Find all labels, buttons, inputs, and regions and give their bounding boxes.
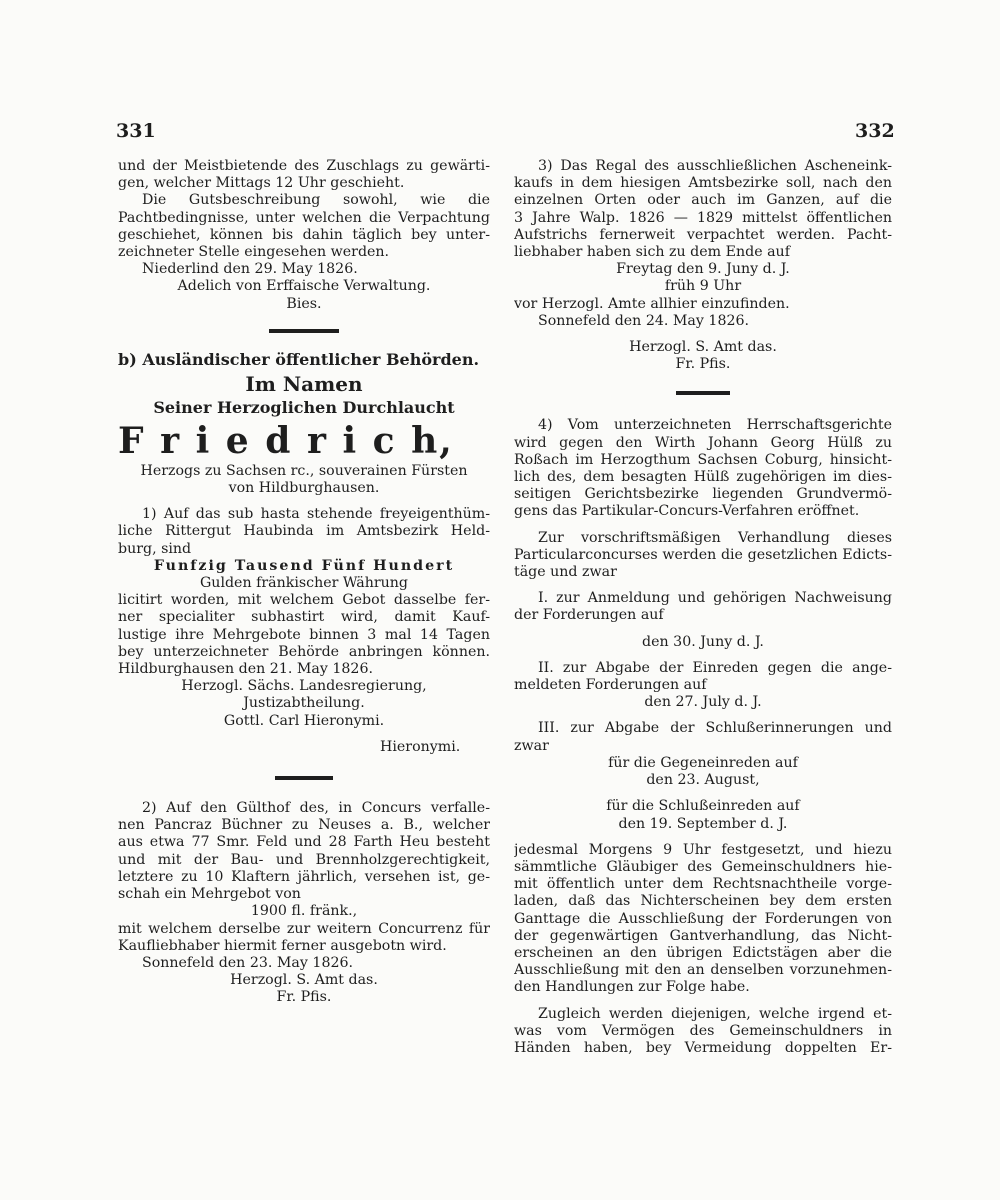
- spacer: [514, 833, 892, 842]
- amount-line: Funfzig Tausend Fünf Hundert: [153, 557, 455, 574]
- text-line: mit welchem derselbe zur weitern Concurrenz für: [118, 920, 490, 937]
- title-line: von Hildburghausen.: [228, 480, 380, 497]
- spacer: [514, 789, 892, 798]
- text-line: letztere zu 10 Klaftern jährlich, versehen ist, ge-: [118, 868, 490, 885]
- text-line: liebhaber haben sich zu dem Ende auf: [514, 244, 790, 261]
- text-line: meldeten Forderungen auf: [514, 677, 707, 694]
- text-line: der gegenwärtigen Gantverhandlung, das Nicht-: [514, 927, 892, 944]
- text-line: wird gegen den Wirth Johann Georg Hülß zu: [514, 434, 892, 451]
- text-line: Aufstrichs fernerweit verpachtet werden. Pacht-: [514, 226, 892, 243]
- text-line: aus etwa 77 Smr. Feld und 28 Farth Heu besteht: [118, 834, 490, 851]
- text-line: zeichneter Stelle eingesehen werden.: [118, 244, 390, 261]
- signature-line: Herzogl. S. Amt das.: [629, 339, 777, 356]
- text-line: kaufs in dem hiesigen Amtsbezirke soll, nach den: [514, 175, 892, 192]
- text-line: geschiehet, können bis dahin täglich bey unter-: [118, 226, 490, 243]
- spacer: [118, 497, 490, 506]
- currency-line: Gulden fränkischer Währung: [199, 575, 409, 592]
- signature-line: Herzogl. Sächs. Landesregierung,: [181, 678, 427, 695]
- text-line: Sonnefeld den 24. May 1826.: [538, 312, 750, 329]
- signature-line: Fr. Pfis.: [276, 989, 332, 1006]
- signature-line: Justizabtheilung.: [243, 695, 365, 712]
- spacer: [514, 581, 892, 590]
- text-line: gen, welcher Mittags 12 Uhr geschieht.: [118, 175, 405, 192]
- text-line: jedesmal Morgens 9 Uhr festgesetzt, und hiezu: [514, 841, 892, 858]
- signature-line: Gottl. Carl Hieronymi.: [223, 712, 385, 729]
- spacer: [118, 730, 490, 739]
- text-line: lustige ihre Mehrgebote binnen 3 mal 14 Tagen: [118, 626, 490, 643]
- text-line: 3 Jahre Walp. 1826 — 1829 mittelst öffentlichen: [514, 209, 892, 226]
- text-line: was vom Vermögen des Gemeinschuldners in: [514, 1022, 892, 1039]
- date-line: den 23. August,: [646, 772, 760, 789]
- text-line: für die Gegeneinreden auf: [608, 754, 798, 771]
- text-line: 3) Das Regal des ausschließlichen Ascheneink-: [538, 158, 892, 174]
- spacer: [514, 330, 892, 339]
- text-line: und mit der Bau- und Brennholzgerechtigkeit,: [118, 851, 490, 868]
- text-line: liche Rittergut Haubinda im Amtsbezirk Held-: [118, 523, 490, 540]
- signature-line: Herzogl. S. Amt das.: [230, 972, 378, 989]
- text-line: I. zur Anmeldung und gehörigen Nachweisung: [538, 590, 892, 607]
- text-line: für die Schlußeinreden auf: [606, 798, 800, 815]
- heading-im-namen: Im Namen: [245, 371, 363, 396]
- text-line: Sonnefeld den 23. May 1826.: [142, 954, 354, 971]
- spacer: [514, 651, 892, 660]
- left-column: [118, 158, 490, 1007]
- text-line: 4) Vom unterzeichneten Herrschaftsgerichte: [538, 417, 892, 434]
- text-line: Niederlind den 29. May 1826.: [142, 261, 358, 278]
- spacer: [514, 625, 892, 634]
- text-line: Pachtbedingnisse, unter welchen die Verpachtung: [118, 209, 490, 226]
- text-line: Die Gutsbeschreibung sowohl, wie die: [142, 192, 490, 209]
- text-line: nen Pancraz Büchner zu Neuses a. B., welcher: [118, 817, 490, 834]
- heading-name: F r i e d r i c h,: [118, 419, 454, 462]
- title-line: Herzogs zu Sachsen rc., souverainen Fürsten: [140, 462, 468, 479]
- section-divider: [275, 776, 333, 780]
- text-line: licitirt worden, mit welchem Gebot dasselbe fer-: [118, 592, 490, 609]
- text-line: bey unterzeichneter Behörde anbringen können.: [118, 643, 490, 660]
- text-line: III. zur Abgabe der Schlußerinnerungen und: [538, 720, 892, 737]
- signature-line: Bies.: [286, 295, 322, 312]
- signature-line: Fr. Pfis.: [675, 356, 731, 373]
- text-line: und der Meistbietende des Zuschlags zu gewärti-: [118, 158, 490, 174]
- page-number-right: 332: [855, 120, 895, 142]
- text-line: Zugleich werden diejenigen, welche irgend et-: [538, 1005, 892, 1022]
- text-line: Händen haben, bey Vermeidung doppelten Er-: [514, 1039, 892, 1056]
- text-line: burg, sind: [118, 540, 192, 557]
- text-line: täge und zwar: [514, 564, 617, 581]
- section-heading: b) Ausländischer öffentlicher Behörden.: [118, 349, 480, 369]
- spacer: [514, 711, 892, 720]
- text-line: der Forderungen auf: [514, 607, 664, 624]
- amount-line: 1900 fl. fränk.,: [250, 903, 358, 920]
- text-line: Ganttage die Ausschließung der Forderungen von: [514, 910, 892, 927]
- spacer: [514, 997, 892, 1006]
- date-line: den 30. Juny d. J.: [642, 633, 764, 650]
- text-line: mit öffentlich unter dem Rechtsnachtheile vorge-: [514, 876, 892, 893]
- text-line: 1) Auf das sub hasta stehende freyeigenthüm-: [142, 506, 490, 523]
- text-line: erscheinen an den übrigen Edictstägen aber die: [514, 944, 892, 961]
- text-line: II. zur Abgabe der Einreden gegen die ange-: [538, 659, 892, 676]
- text-line: 2) Auf den Gülthof des, in Concurs verfalle-: [142, 800, 490, 817]
- text-line: einzelnen Orten oder auch im Ganzen, auf die: [514, 192, 892, 209]
- text-line: Hildburghausen den 21. May 1826.: [118, 661, 373, 678]
- text-line: ner specialiter subhastirt wird, damit Kauf-: [118, 609, 490, 626]
- text-line: sämmtliche Gläubiger des Gemeinschuldners hie-: [514, 858, 892, 875]
- text-line: laden, daß das Nichterscheinen bey dem ersten: [514, 893, 892, 910]
- text-line: Ausschließung mit den an denselben vorzunehmen-: [514, 962, 892, 979]
- text-line: zwar: [514, 737, 549, 754]
- text-line: schah ein Mehrgebot von: [118, 886, 301, 903]
- heading-durchlaucht: Seiner Herzoglichen Durchlaucht: [153, 397, 455, 417]
- date-line: den 19. September d. J.: [618, 815, 788, 832]
- date-line: Freytag den 9. Juny d. J.: [616, 261, 790, 278]
- text-line: gens das Partikular-Concurs-Verfahren eröffnet.: [514, 503, 860, 520]
- page-number-left: 331: [116, 120, 156, 142]
- text-line: Zur vorschriftsmäßigen Verhandlung dieses: [538, 529, 892, 546]
- text-line: den Handlungen zur Folge habe.: [514, 979, 750, 996]
- text-line: lich des, dem besagten Hülß zugehörigen im dies-: [514, 469, 892, 486]
- text-line: Kaufliebhaber hiermit ferner ausgebotn wird.: [118, 937, 447, 954]
- section-divider: [269, 329, 339, 333]
- text-line: vor Herzogl. Amte allhier einzufinden.: [514, 295, 790, 312]
- right-column: [514, 158, 892, 1057]
- section-divider: [676, 391, 730, 395]
- text-line: Roßach im Herzogthum Sachsen Coburg, hinsicht-: [514, 451, 892, 468]
- time-line: früh 9 Uhr: [664, 278, 742, 295]
- spacer: [514, 521, 892, 530]
- text-line: seitigen Gerichtsbezirke liegenden Grundvermö-: [514, 486, 892, 503]
- signature-line: Adelich von Erffaische Verwaltung.: [177, 278, 431, 295]
- text-line: Particularconcurses werden die gesetzlichen Edicts-: [514, 546, 892, 563]
- date-line: den 27. July d. J.: [644, 694, 762, 711]
- signature-line: Hieronymi.: [380, 738, 461, 755]
